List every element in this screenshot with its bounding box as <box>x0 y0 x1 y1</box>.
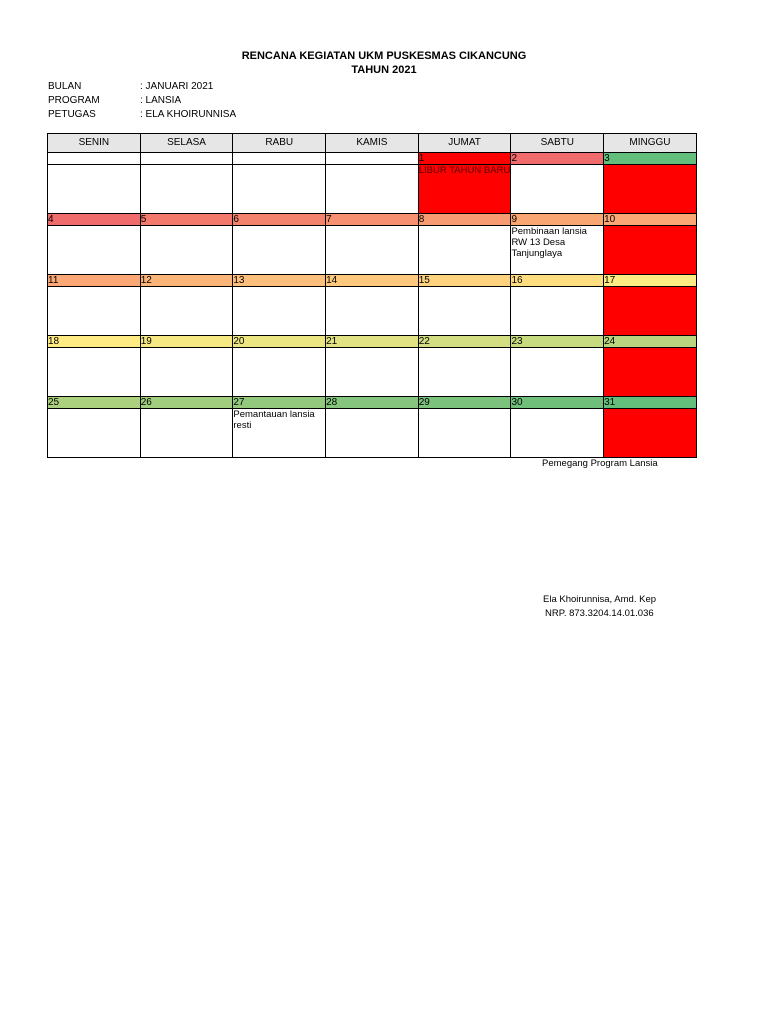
document-title: RENCANA KEGIATAN UKM PUSKESMAS CIKANCUNG <box>241 50 527 62</box>
date-number-cell <box>48 153 141 165</box>
signature-role: Pemegang Program Lansia <box>542 458 658 469</box>
date-number-cell: 16 <box>511 275 604 287</box>
date-number-cell: 5 <box>140 214 233 226</box>
day-header-senin: SENIN <box>48 134 141 153</box>
week-event-row <box>48 226 697 275</box>
date-number-cell: 10 <box>604 214 697 226</box>
meta-row-petugas <box>48 108 236 122</box>
date-number-cell <box>233 153 326 165</box>
date-number-cell: 8 <box>418 214 511 226</box>
date-number-cell: 4 <box>48 214 141 226</box>
event-cell <box>511 287 604 336</box>
meta-row-program <box>48 94 236 108</box>
event-cell <box>604 287 697 336</box>
date-number-cell: 19 <box>140 336 233 348</box>
date-number-cell: 22 <box>418 336 511 348</box>
meta-label: BULAN <box>48 81 82 92</box>
meta-info <box>48 80 236 122</box>
event-cell <box>604 348 697 397</box>
day-header-rabu: RABU <box>233 134 326 153</box>
date-number-cell: 2 <box>511 153 604 165</box>
event-cell <box>511 348 604 397</box>
date-number-cell: 31 <box>604 397 697 409</box>
date-number-cell: 21 <box>326 336 419 348</box>
event-cell <box>48 348 141 397</box>
date-number-cell: 6 <box>233 214 326 226</box>
date-number-cell: 18 <box>48 336 141 348</box>
date-number-cell: 28 <box>326 397 419 409</box>
date-number-cell: 3 <box>604 153 697 165</box>
event-cell <box>48 287 141 336</box>
date-number-cell: 26 <box>140 397 233 409</box>
event-cell <box>511 409 604 458</box>
date-number-cell: 20 <box>233 336 326 348</box>
date-number-cell: 29 <box>418 397 511 409</box>
date-number-cell: 25 <box>48 397 141 409</box>
date-number-cell: 15 <box>418 275 511 287</box>
event-cell <box>140 165 233 214</box>
date-number-cell: 1 <box>418 153 511 165</box>
date-number-cell: 27 <box>233 397 326 409</box>
document-subtitle: TAHUN 2021 <box>351 64 417 76</box>
date-number-cell <box>326 153 419 165</box>
event-cell: LIBUR TAHUN BARU <box>418 165 511 214</box>
date-number-cell: 30 <box>511 397 604 409</box>
week-number-row <box>48 214 697 226</box>
date-number-cell <box>140 153 233 165</box>
date-number-cell: 11 <box>48 275 141 287</box>
event-cell <box>418 226 511 275</box>
day-header-kamis: KAMIS <box>326 134 419 153</box>
date-number-cell: 23 <box>511 336 604 348</box>
day-header-minggu: MINGGU <box>604 134 697 153</box>
week-number-row <box>48 397 697 409</box>
week-event-row <box>48 165 697 214</box>
event-cell <box>233 165 326 214</box>
meta-row-bulan <box>48 80 236 94</box>
week-number-row <box>48 153 697 165</box>
date-number-cell: 12 <box>140 275 233 287</box>
event-cell <box>48 165 141 214</box>
event-cell <box>511 165 604 214</box>
event-cell <box>604 409 697 458</box>
meta-label: PETUGAS <box>48 109 96 120</box>
event-cell <box>326 287 419 336</box>
event-cell <box>326 165 419 214</box>
date-number-cell: 17 <box>604 275 697 287</box>
event-cell <box>48 226 141 275</box>
meta-value: : LANSIA <box>140 95 182 106</box>
event-cell <box>233 348 326 397</box>
event-cell <box>604 226 697 275</box>
event-cell <box>233 226 326 275</box>
meta-value: : JANUARI 2021 <box>140 81 214 92</box>
day-header-row <box>48 134 697 153</box>
week-event-row <box>48 409 697 458</box>
event-cell <box>140 226 233 275</box>
event-cell <box>140 409 233 458</box>
event-cell <box>233 287 326 336</box>
event-cell <box>48 409 141 458</box>
week-number-row <box>48 336 697 348</box>
event-cell <box>140 287 233 336</box>
day-header-jumat: JUMAT <box>418 134 511 153</box>
date-number-cell: 7 <box>326 214 419 226</box>
signature-name: Ela Khoirunnisa, Amd. Kep <box>543 594 657 605</box>
week-event-row <box>48 287 697 336</box>
event-cell: Pemantauan lansia resti <box>233 409 326 458</box>
date-number-cell: 14 <box>326 275 419 287</box>
date-number-cell: 24 <box>604 336 697 348</box>
week-number-row <box>48 275 697 287</box>
meta-label: PROGRAM <box>48 95 100 106</box>
event-cell: Pembinaan lansia RW 13 Desa Tanjunglaya <box>511 226 604 275</box>
meta-value: : ELA KHOIRUNNISA <box>140 109 237 120</box>
event-cell <box>418 409 511 458</box>
date-number-cell: 13 <box>233 275 326 287</box>
date-number-cell: 9 <box>511 214 604 226</box>
day-header-sabtu: SABTU <box>511 134 604 153</box>
event-cell <box>326 409 419 458</box>
event-cell <box>326 226 419 275</box>
event-cell <box>140 348 233 397</box>
event-cell <box>418 287 511 336</box>
day-header-selasa: SELASA <box>140 134 233 153</box>
event-cell <box>326 348 419 397</box>
event-cell <box>604 165 697 214</box>
calendar-table <box>47 133 697 458</box>
week-event-row <box>48 348 697 397</box>
event-cell <box>418 348 511 397</box>
signature-nrp: NRP. 873.3204.14.01.036 <box>545 608 654 619</box>
